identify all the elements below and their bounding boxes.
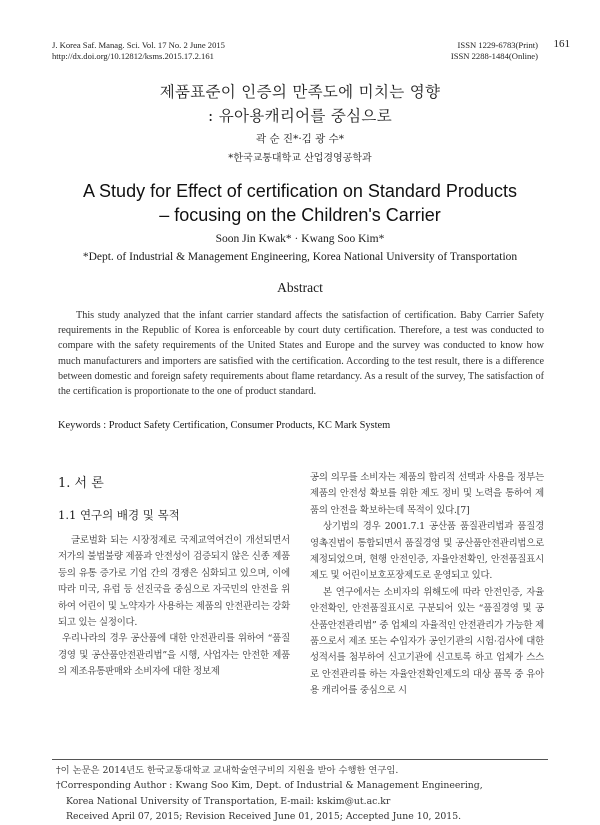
english-title-line-2: – focusing on the Children's Carrier bbox=[159, 205, 441, 225]
footnotes bbox=[56, 763, 556, 825]
subsection-heading-background: 1.1 연구의 배경 및 목적 bbox=[58, 508, 180, 522]
paragraph: 글로벌화 되는 시장정제로 국제교역여건이 개선되면서 저가의 불법불량 제품과 안전성이 검증되지 않은 신종 제품 등의 유통 증가로 기업 간의 경쟁은 심화되고 있으며, 이에 따라 미국, 유럽 등 선진국을 중심으로 자국민의 안전을 위하여 어린이 및 노약자가 사용하는 제품의 안전관리는 강화되고 있는 실정이다. bbox=[58, 535, 291, 629]
issn-print: ISSN 1229-6783(Print) bbox=[457, 40, 538, 50]
journal-citation: J. Korea Saf. Manag. Sci. Vol. 17 No. 2 June 2015 bbox=[52, 40, 225, 50]
footnote-funding: †이 논문은 2014년도 한국교통대학교 교내학술연구비의 지원을 받아 수행한 연구임. bbox=[56, 765, 399, 776]
body-left-column bbox=[58, 533, 290, 681]
footnote-divider bbox=[52, 759, 548, 760]
page-number: 161 bbox=[553, 38, 570, 50]
paragraph: 상기법의 경우 2001.7.1 공산품 품질관리법과 품질경영촉진법이 통합되면서 품질경영 및 공산품안전관리법으로 제정되었으며, 현행 안전인증, 자율안전확인, 안전품질표시제도 및 어린이보호포장제도로 운영되고 있다. bbox=[310, 521, 544, 582]
abstract-heading: Abstract bbox=[277, 280, 323, 295]
paragraph: 공의 의무를 소비자는 제품의 합리적 선택과 사용을 정부는 제품의 안전성 확보를 위한 제도 정비 및 노력을 통하여 제품의 안전을 확보하는데 목적이 있다.[7] bbox=[310, 472, 544, 516]
footnote-dates: Received April 07, 2015; Revision Received June 01, 2015; Accepted June 10, 2015. bbox=[66, 811, 462, 823]
paragraph: 본 연구에서는 소비자의 위해도에 따라 안전인증, 자율안전확인, 안전품질표시로 구분되어 있는 “품질경영 및 공산품안전관리법” 중 업체의 자율적인 안전관리가 가능한 제품으로서 제조 또는 수입자가 공인기관의 시험·검사에 대한 성적서를 첨부하여 신고기관에 신고토록 하고 업체가 스스로 안전관리를 하는 자율안전확인제도의 대상 품목 중 유아용 캐리어를 중심으로 시 bbox=[310, 586, 544, 697]
english-affiliation: *Dept. of Industrial & Management Engineering, Korea National University of Transportation bbox=[82, 251, 518, 263]
doi-link[interactable]: http://dx.doi.org/10.12812/ksms.2015.17.2.161 bbox=[52, 51, 214, 61]
abstract-text: This study analyzed that the infant carrier standard affects the satisfaction of certification. Baby Carrier Safety requirements in the Republic of Korea is enforceable by court duty certification. Therefore, a test was conducted to compare with the safety requirements of the United States and Europe and the survey was conducted to know how much manufacturers and importers are satisfied with the certification. According to the test result, there is a difference between domestic and foreign safety requirements about flame retardancy. As a result of the survey, The satisfaction of the certification is proportionate to the one of product standard. bbox=[58, 310, 544, 398]
paragraph: 우리나라의 경우 공산품에 대한 안전관리를 위하여 “품질경영 및 공산품안전관리법”을 시행, 사업자는 안전한 제품의 제조유통판매와 소비자에 대한 정보제 bbox=[58, 633, 290, 678]
korean-title-line-2: : 유아용캐리어를 중심으로 bbox=[208, 107, 392, 125]
korean-title-line-1: 제품표준이 인증의 만족도에 미치는 영향 bbox=[159, 83, 441, 101]
issn-online: ISSN 2288-1484(Online) bbox=[450, 51, 538, 61]
footnote-corresponding-contact: Korea National University of Transportation, E-mail: kskim@ut.ac.kr bbox=[66, 795, 391, 807]
issn-block bbox=[451, 40, 538, 62]
journal-header bbox=[52, 40, 225, 62]
korean-affiliation: *한국교통대학교 산업경영공학과 bbox=[228, 153, 372, 164]
keywords: Keywords : Product Safety Certification, Consumer Products, KC Mark System bbox=[58, 420, 391, 431]
english-title-line-1: A Study for Effect of certification on Standard Products bbox=[83, 181, 517, 201]
english-authors: Soon Jin Kwak* · Kwang Soo Kim* bbox=[215, 233, 385, 245]
body-right-column bbox=[310, 470, 544, 700]
footnote-corresponding-author: †Corresponding Author : Kwang Soo Kim, Dept. of Industrial & Management Engineering, bbox=[56, 780, 483, 792]
section-heading-introduction: 1. 서 론 bbox=[58, 476, 104, 491]
korean-authors: 곽 순 진*·김 광 수* bbox=[255, 133, 345, 145]
